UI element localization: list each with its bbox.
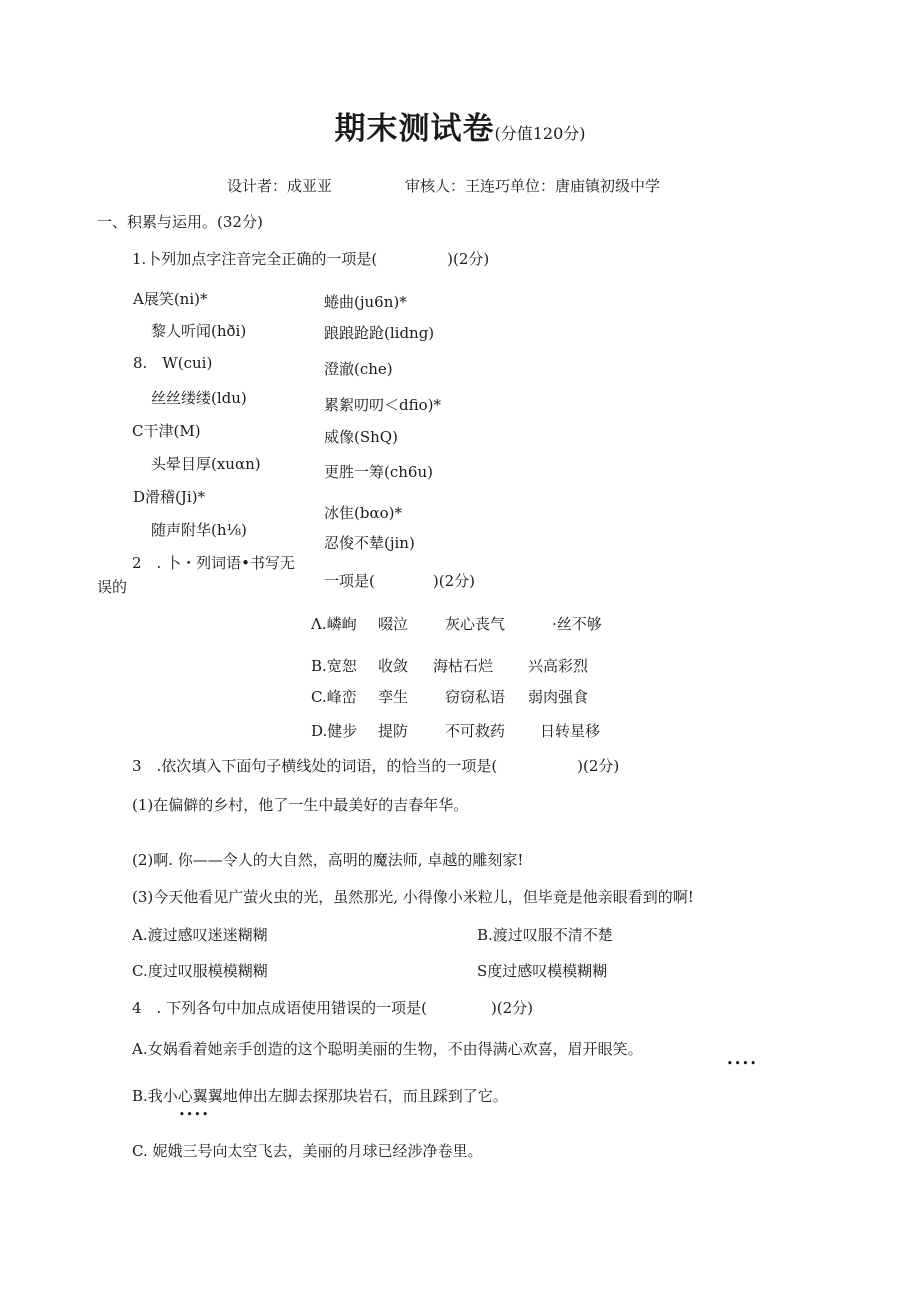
designer-line: 设计者：成亚亚 bbox=[227, 177, 333, 195]
q1-option: 头晕目厚(xuαn) bbox=[151, 455, 261, 473]
reviewer-line: 审核人：王连巧单位：唐庙镇初级中学 bbox=[405, 177, 661, 195]
q4-option-b: B.我小心翼翼地伸出左脚去探那块岩石，而且踩到了它。 bbox=[132, 1087, 508, 1105]
q2-stem: 2 . 卜・列词语•书写无 bbox=[132, 554, 295, 572]
q4-stem: 4 . 下列各句中加点成语使用错误的一项是( )(2分) bbox=[132, 999, 534, 1017]
q1-option: 丝丝缕缕(ldu) bbox=[151, 389, 247, 407]
q3-option-c: C.度过叹服模模糊糊 bbox=[132, 962, 268, 980]
q2-stem-right: 一项是( )(2分) bbox=[324, 572, 475, 590]
q3-sentence-3: (3)今天他看见广萤火虫的光，虽然那光, 小得像小米粒儿，但毕竟是他亲眼看到的啊! bbox=[132, 888, 694, 906]
q1-option: 更胜一筹(ch6u) bbox=[324, 463, 433, 481]
q3-sentence-2: (2)啊. 你——令人的大自然，高明的魔法师, 卓越的雕刻家! bbox=[132, 851, 524, 869]
q1-option: 澄澈(che) bbox=[324, 360, 393, 378]
q1-option: 威像(ShQ) bbox=[324, 428, 398, 446]
q1-option: 忍俊不辇(jin) bbox=[324, 534, 415, 552]
emphasis-dots: •••• bbox=[727, 1059, 759, 1069]
q1-option: 累絮叨叨＜dfio)* bbox=[324, 396, 441, 414]
q1-option: 冰隹(bαo)* bbox=[324, 504, 402, 522]
q3-option-b: B.渡过叹服不清不楚 bbox=[477, 926, 613, 944]
page-subtitle: (分值120分) bbox=[494, 124, 586, 143]
q3-sentence-1: (1)在偏僻的乡村，他了一生中最美好的吉春年华。 bbox=[132, 796, 469, 814]
q1-stem: 1.卜列加点字注音完全正确的一项是( )(2分) bbox=[132, 250, 490, 268]
q1-option: 随声附华(h⅛) bbox=[151, 521, 247, 539]
q4-option-a: A.女娲看着她亲手创造的这个聪明美丽的生物，不由得满心欢喜，眉开眼笑。 bbox=[132, 1040, 643, 1058]
emphasis-dots: •••• bbox=[179, 1110, 211, 1120]
q1-option: 黎人听闻(hði) bbox=[151, 322, 247, 340]
q1-option: 8. W(cui) bbox=[133, 354, 213, 372]
title-block bbox=[0, 103, 920, 148]
q4-option-c: C. 妮娥三号向太空飞去，美丽的月球已经涉净卷里。 bbox=[132, 1142, 483, 1160]
q3-option-a: A.渡过感叹迷迷糊糊 bbox=[132, 926, 268, 944]
q3-option-d: S度过感叹模模糊糊 bbox=[477, 962, 608, 980]
q3-stem: 3 .依次填入下面句子横线处的词语，的恰当的一项是( )(2分) bbox=[132, 757, 620, 775]
q1-option: D滑稽(Ji)* bbox=[133, 488, 206, 506]
page-title: 期末测试卷 bbox=[334, 111, 495, 147]
q2-stem-cont: 误的 bbox=[97, 578, 128, 596]
q1-option: C干津(M) bbox=[132, 422, 201, 440]
q1-option: 蜷曲(ju6n)* bbox=[324, 293, 407, 311]
q1-option: A展笑(ni)* bbox=[133, 290, 208, 308]
section-heading: 一、积累与运用。(32分) bbox=[97, 213, 263, 231]
q1-option: 踉踉跄跄(lidng) bbox=[324, 324, 435, 342]
